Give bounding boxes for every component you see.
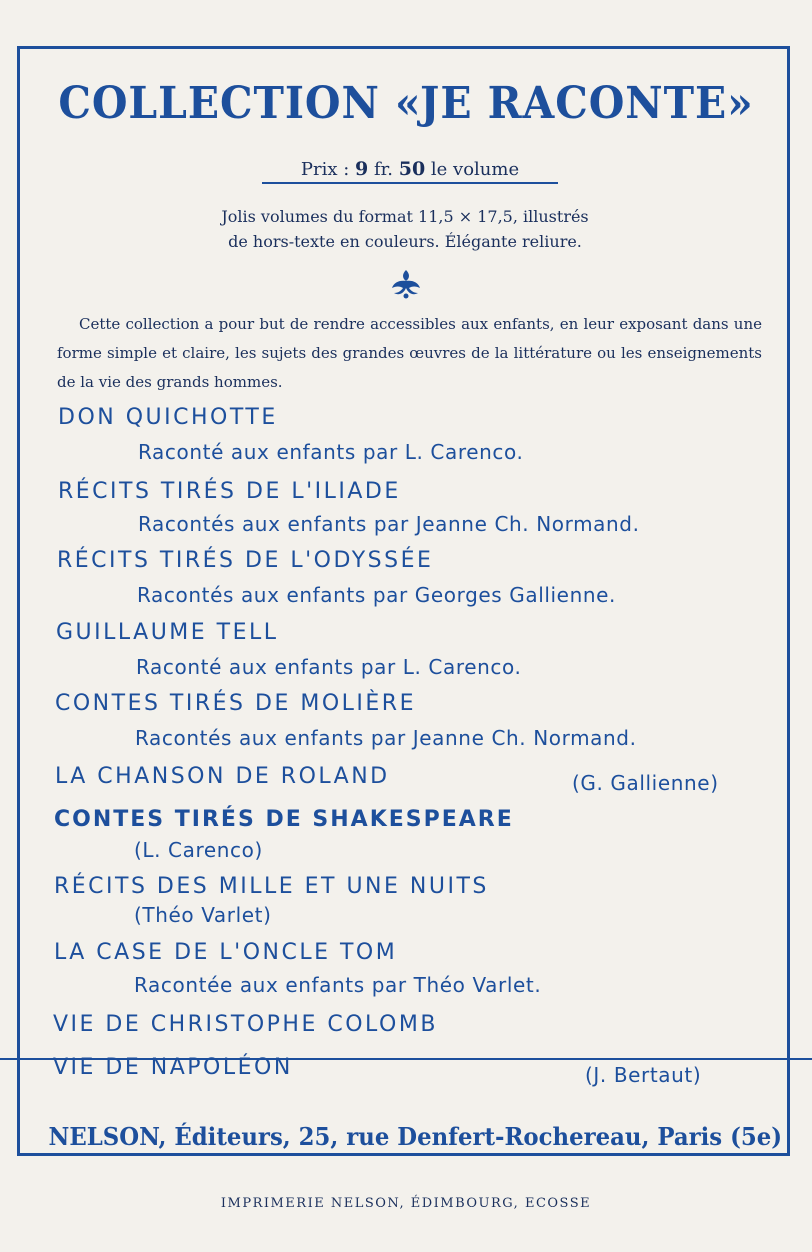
book-title-11: VIE DE NAPOLÉON	[53, 1055, 293, 1080]
book-subtitle-7: (L. Carenco)	[134, 838, 263, 862]
book-title-6: LA CHANSON DE ROLAND	[55, 764, 390, 789]
book-subtitle-5: Racontés aux enfants par Jeanne Ch. Normand.	[135, 726, 637, 750]
format-description	[150, 204, 660, 254]
price-unit: fr.	[368, 159, 399, 180]
publisher-line: NELSON, Éditeurs, 25, rue Denfert-Rochereau, Paris (5e)	[48, 1122, 783, 1151]
book-subtitle-1: Raconté aux enfants par L. Carenco.	[138, 440, 524, 464]
fleuron-ornament-icon	[388, 268, 424, 300]
book-subtitle-8: (Théo Varlet)	[134, 903, 272, 927]
collection-title: COLLECTION «JE RACONTE»	[58, 78, 754, 129]
book-title-10: VIE DE CHRISTOPHE COLOMB	[53, 1012, 438, 1037]
price-cents: 50	[398, 158, 426, 180]
book-subtitle-2: Racontés aux enfants par Jeanne Ch. Normand.	[138, 512, 640, 536]
book-subtitle-3: Racontés aux enfants par Georges Gallienne.	[137, 583, 617, 607]
price-prefix: Prix :	[300, 159, 356, 180]
format-line-2: de hors-texte en couleurs. Élégante reliure.	[228, 232, 582, 251]
price-line	[262, 158, 558, 184]
book-title-3: RÉCITS TIRÉS DE L'ODYSSÉE	[57, 548, 434, 573]
book-subtitle-9: Racontée aux enfants par Théo Varlet.	[134, 973, 542, 997]
book-title-1: DON QUICHOTTE	[58, 405, 278, 430]
book-subtitle-11: (J. Bertaut)	[585, 1063, 702, 1087]
format-line-1: Jolis volumes du format 11,5 × 17,5, illustrés	[221, 207, 589, 226]
book-title-4: GUILLAUME TELL	[56, 620, 279, 645]
book-subtitle-6: (G. Gallienne)	[572, 771, 719, 795]
book-title-7: CONTES TIRÉS DE SHAKESPEARE	[54, 807, 514, 832]
printer-line: IMPRIMERIE NELSON, ÉDIMBOURG, ECOSSE	[220, 1196, 592, 1211]
book-subtitle-4: Raconté aux enfants par L. Carenco.	[136, 655, 522, 679]
price-value: 9	[355, 158, 369, 180]
intro-paragraph: Cette collection a pour but de rendre accessibles aux enfants, en leur exposant dans une forme simple et claire, les sujets des grandes œuvres de la littérature ou les enseignements de la vie des grands hommes.	[57, 315, 762, 391]
book-title-2: RÉCITS TIRÉS DE L'ILIADE	[58, 479, 401, 504]
book-title-5: CONTES TIRÉS DE MOLIÈRE	[55, 691, 416, 716]
book-title-9: LA CASE DE L'ONCLE TOM	[54, 940, 398, 965]
price-suffix: le volume	[425, 159, 520, 180]
book-title-8: RÉCITS DES MILLE ET UNE NUITS	[54, 874, 489, 899]
